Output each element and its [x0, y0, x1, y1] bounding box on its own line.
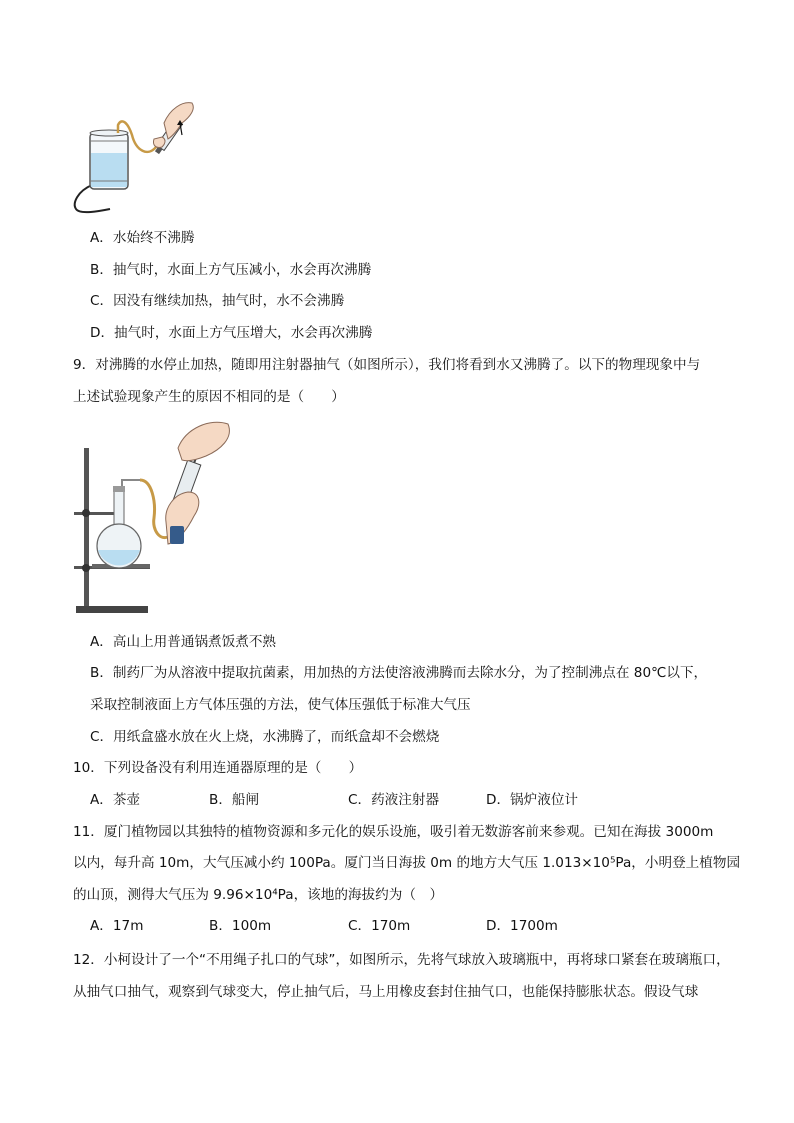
q10-option-d: D．锅炉液位计 — [486, 792, 579, 808]
q11-option-b: B．100m — [209, 918, 272, 934]
q10-option-a: A．茶壶 — [90, 792, 141, 808]
q11-option-c: C．170m — [348, 918, 411, 934]
q10-stem: 10．下列设备没有利用连通器原理的是（ ） — [73, 760, 363, 776]
q9-stem-line2: 上述试验现象产生的原因不相同的是（ ） — [73, 389, 345, 405]
q11-line1: 11．厦门植物园以其独特的植物资源和多元化的娱乐设施，吸引着无数游客前来参观。已知在海拔 3000m — [73, 824, 714, 840]
figure-flask-syringe — [70, 418, 240, 623]
q8-option-a: A．水始终不沸腾 — [90, 230, 195, 246]
q12-line1: 12．小柯设计了一个“不用绳子扎口的气球”，如图所示，先将气球放入玻璃瓶中，再将球口紧套在玻璃瓶口， — [73, 952, 730, 968]
q11-line2: 以内，每升高 10m，大气压减小约 100Pa。厦门当日海拔 0m 的地方大气压 1.013×10⁵Pa，小明登上植物园 — [73, 855, 741, 871]
q9-option-a: A．高山上用普通锅煮饭煮不熟 — [90, 634, 277, 650]
q9-stem-line1: 9．对沸腾的水停止加热，随即用注射器抽气（如图所示），我们将看到水又沸腾了。以下的物理现象中与 — [73, 357, 701, 373]
q10-option-c: C．药液注射器 — [348, 792, 440, 808]
q9-option-b-line2: 采取控制液面上方气体压强的方法，使气体压强低于标准大气压 — [90, 697, 471, 713]
q9-option-b-line1: B．制药厂为从溶液中提取抗菌素，用加热的方法使溶液沸腾而去除水分，为了控制沸点在 80℃以下， — [90, 665, 708, 681]
q9-option-c: C．用纸盒盛水放在火上烧，水沸腾了，而纸盒却不会燃烧 — [90, 729, 440, 745]
figure-beaker-syringe — [70, 95, 200, 220]
q11-line3: 的山顶，测得大气压为 9.96×10⁴Pa，该地的海拔约为（ ） — [73, 887, 444, 903]
q10-option-b: B．船闸 — [209, 792, 260, 808]
q12-line2: 从抽气口抽气，观察到气球变大，停止抽气后，马上用橡皮套封住抽气口，也能保持膨胀状态。假设气球 — [73, 984, 699, 1000]
q8-option-c: C．因没有继续加热，抽气时，水不会沸腾 — [90, 293, 345, 309]
q11-option-a: A．17m — [90, 918, 144, 934]
q11-option-d: D．1700m — [486, 918, 558, 934]
q8-option-b: B．抽气时，水面上方气压减小，水会再次沸腾 — [90, 262, 372, 278]
q8-option-d: D．抽气时，水面上方气压增大，水会再次沸腾 — [90, 325, 373, 341]
